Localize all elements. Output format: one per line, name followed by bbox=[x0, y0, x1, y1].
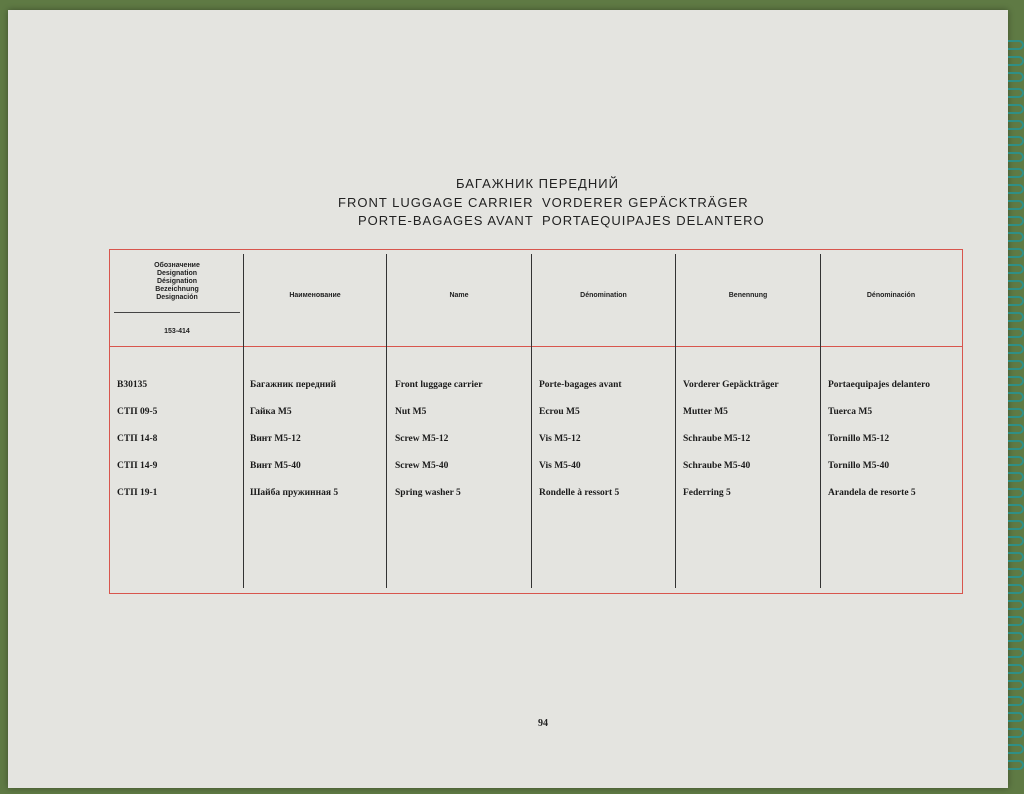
designation-label-fr: Désignation bbox=[156, 278, 198, 285]
spiral-coil bbox=[1008, 88, 1024, 98]
header-en: Name bbox=[449, 292, 469, 299]
spiral-coil bbox=[1008, 584, 1024, 594]
header-de: Benennung bbox=[728, 292, 768, 299]
header-fr: Dénomination bbox=[580, 292, 627, 299]
header-ru: Наименование bbox=[289, 292, 341, 299]
row-cell: Tuerca M5 bbox=[828, 407, 873, 417]
header-es: Dénominación bbox=[866, 292, 916, 299]
designation-label-ru: Обозначение bbox=[154, 262, 200, 269]
spiral-coil bbox=[1008, 184, 1024, 194]
spiral-coil bbox=[1008, 136, 1024, 146]
spiral-coil bbox=[1008, 200, 1024, 210]
title-en: FRONT LUGGAGE CARRIER bbox=[338, 195, 534, 210]
spiral-coil bbox=[1008, 40, 1024, 50]
row-cell: Ecrou M5 bbox=[539, 407, 580, 417]
spiral-coil bbox=[1008, 296, 1024, 306]
page-number: 94 bbox=[538, 718, 548, 729]
spiral-coil bbox=[1008, 712, 1024, 722]
spiral-coil bbox=[1008, 648, 1024, 658]
row-cell: Vis M5-40 bbox=[539, 461, 581, 471]
row-cell: Винт М5-12 bbox=[250, 434, 301, 444]
spiral-coil bbox=[1008, 360, 1024, 370]
column-rule bbox=[531, 254, 532, 588]
row-cell: Tornillo M5-12 bbox=[828, 434, 890, 444]
spiral-coil bbox=[1008, 568, 1024, 578]
spiral-coil bbox=[1008, 264, 1024, 274]
column-rule bbox=[820, 254, 821, 588]
spiral-coil bbox=[1008, 488, 1024, 498]
spiral-coil bbox=[1008, 552, 1024, 562]
parts-table bbox=[109, 249, 963, 594]
row-cell: Vis M5-12 bbox=[539, 434, 581, 444]
spiral-coil bbox=[1008, 440, 1024, 450]
row-cell: Шайба пружинная 5 bbox=[250, 488, 339, 498]
spiral-coil bbox=[1008, 600, 1024, 610]
designation-header bbox=[114, 262, 240, 302]
row-cell: СТП 09-5 bbox=[117, 407, 158, 417]
spiral-coil bbox=[1008, 424, 1024, 434]
row-cell: Porte-bagages avant bbox=[539, 380, 622, 390]
title-fr: PORTE-BAGAGES AVANT bbox=[358, 213, 534, 228]
row-cell: Screw M5-12 bbox=[395, 434, 449, 444]
spiral-coil bbox=[1008, 56, 1024, 66]
row-cell: Spring washer 5 bbox=[395, 488, 461, 498]
spiral-coil bbox=[1008, 312, 1024, 322]
spiral-coil bbox=[1008, 664, 1024, 674]
row-cell: Front luggage carrier bbox=[395, 380, 483, 390]
spiral-coil bbox=[1008, 120, 1024, 130]
row-cell: Гайка М5 bbox=[250, 407, 292, 417]
column-rule bbox=[386, 254, 387, 588]
row-cell: Tornillo M5-40 bbox=[828, 461, 890, 471]
spiral-coil bbox=[1008, 760, 1024, 770]
column-rule bbox=[243, 254, 244, 588]
designation-label-en: Designation bbox=[156, 270, 198, 277]
model-number: 153-414 bbox=[164, 328, 190, 335]
designation-underline bbox=[114, 312, 240, 313]
spiral-binding bbox=[1008, 40, 1024, 780]
row-cell: В30135 bbox=[117, 380, 148, 390]
spiral-coil bbox=[1008, 232, 1024, 242]
row-cell: Багажник передний bbox=[250, 380, 337, 390]
title-de: VORDERER GEPÄCKTRÄGER bbox=[542, 195, 749, 210]
catalog-page bbox=[8, 10, 1008, 788]
header-divider bbox=[110, 346, 962, 347]
spiral-coil bbox=[1008, 472, 1024, 482]
title-es: PORTAEQUIPAJES DELANTERO bbox=[542, 213, 765, 228]
spiral-coil bbox=[1008, 456, 1024, 466]
spiral-coil bbox=[1008, 152, 1024, 162]
row-cell: СТП 19-1 bbox=[117, 488, 158, 498]
spiral-coil bbox=[1008, 696, 1024, 706]
row-cell: Schraube M5-12 bbox=[683, 434, 751, 444]
spiral-coil bbox=[1008, 536, 1024, 546]
spiral-coil bbox=[1008, 168, 1024, 178]
spiral-coil bbox=[1008, 728, 1024, 738]
spiral-coil bbox=[1008, 216, 1024, 226]
spiral-coil bbox=[1008, 616, 1024, 626]
spiral-coil bbox=[1008, 328, 1024, 338]
row-cell: СТП 14-8 bbox=[117, 434, 158, 444]
row-cell: Nut M5 bbox=[395, 407, 427, 417]
spiral-coil bbox=[1008, 408, 1024, 418]
row-cell: Rondelle à ressort 5 bbox=[539, 488, 620, 498]
spiral-coil bbox=[1008, 632, 1024, 642]
spiral-coil bbox=[1008, 280, 1024, 290]
row-cell: Portaequipajes delantero bbox=[828, 380, 930, 390]
row-cell: Arandela de resorte 5 bbox=[828, 488, 916, 498]
row-cell: СТП 14-9 bbox=[117, 461, 158, 471]
spiral-coil bbox=[1008, 392, 1024, 402]
row-cell: Federring 5 bbox=[683, 488, 731, 498]
spiral-coil bbox=[1008, 376, 1024, 386]
spiral-coil bbox=[1008, 72, 1024, 82]
spiral-coil bbox=[1008, 104, 1024, 114]
spiral-coil bbox=[1008, 520, 1024, 530]
column-rule bbox=[675, 254, 676, 588]
spiral-coil bbox=[1008, 344, 1024, 354]
spiral-coil bbox=[1008, 504, 1024, 514]
spiral-coil bbox=[1008, 248, 1024, 258]
row-cell: Mutter M5 bbox=[683, 407, 728, 417]
designation-label-de: Bezeichnung bbox=[155, 286, 199, 293]
row-cell: Screw M5-40 bbox=[395, 461, 449, 471]
row-cell: Vorderer Gepäckträger bbox=[683, 380, 779, 390]
designation-label-es: Designación bbox=[156, 294, 198, 301]
spiral-coil bbox=[1008, 680, 1024, 690]
spiral-coil bbox=[1008, 744, 1024, 754]
row-cell: Винт М5-40 bbox=[250, 461, 301, 471]
row-cell: Schraube M5-40 bbox=[683, 461, 751, 471]
title-ru: БАГАЖНИК ПЕРЕДНИЙ bbox=[456, 176, 619, 191]
